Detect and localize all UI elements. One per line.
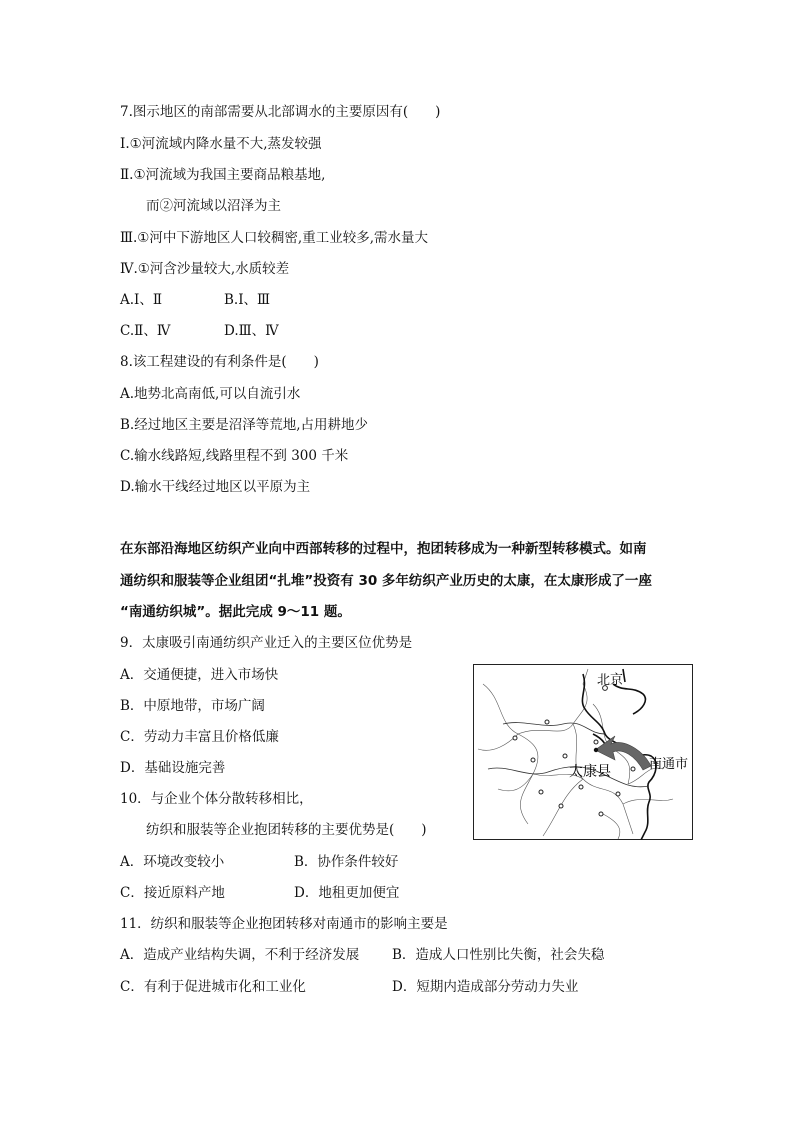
q8-option-d: D.输水干线经过地区以平原为主 bbox=[120, 479, 311, 495]
q7-item-1: Ⅰ.①河流域内降水量不大,蒸发较强 bbox=[120, 136, 322, 152]
q7-option-c: C.Ⅱ、Ⅳ bbox=[120, 323, 171, 339]
q11-option-a: A．造成产业结构失调，不利于经济发展 bbox=[120, 947, 360, 963]
china-east-map bbox=[473, 664, 693, 840]
q11-stem: 11．纺织和服装等企业抱团转移对南通市的影响主要是 bbox=[120, 916, 448, 932]
q9-option-a: A．交通便捷，进入市场快 bbox=[120, 667, 279, 683]
q8-option-b: B.经过地区主要是沼泽等荒地,占用耕地少 bbox=[120, 417, 369, 433]
passage-line-3: “南通纺织城”。据此完成 9～11 题。 bbox=[120, 604, 351, 620]
q8-option-a: A.地势北高南低,可以自流引水 bbox=[120, 386, 301, 402]
label-taikang: 太康县 bbox=[569, 764, 611, 780]
q7-item-3: Ⅲ.①河中下游地区人口较稠密,重工业较多,需水量大 bbox=[120, 230, 428, 246]
label-nantong: 南通市 bbox=[649, 757, 689, 772]
q11-option-b: B．造成人口性别比失衡，社会失稳 bbox=[392, 947, 605, 963]
q10-stem-line-2: 纺织和服装等企业抱团转移的主要优势是( ) bbox=[146, 822, 427, 838]
q7-option-a: A.Ⅰ、Ⅱ bbox=[120, 292, 163, 308]
q11-option-c: C．有利于促进城市化和工业化 bbox=[120, 979, 306, 995]
q10-option-c: C．接近原料产地 bbox=[120, 885, 225, 901]
q8-stem: 8.该工程建设的有利条件是( ) bbox=[120, 354, 319, 370]
q10-option-b: B．协作条件较好 bbox=[294, 854, 399, 870]
q7-item-2-cont: 而②河流域以沼泽为主 bbox=[146, 198, 281, 214]
label-beijing: 北京 bbox=[597, 673, 624, 688]
q7-option-d: D.Ⅲ、Ⅳ bbox=[224, 323, 279, 339]
q7-option-b: B.Ⅰ、Ⅲ bbox=[224, 292, 271, 308]
q10-option-a: A．环境改变较小 bbox=[120, 854, 225, 870]
q7-item-4: Ⅳ.①河含沙量较大,水质较差 bbox=[120, 261, 290, 277]
q10-option-d: D．地租更加便宜 bbox=[294, 885, 400, 901]
q9-option-b: B．中原地带，市场广阔 bbox=[120, 698, 265, 714]
q7-stem: 7.图示地区的南部需要从北部调水的主要原因有( ) bbox=[120, 104, 441, 120]
q9-option-c: C．劳动力丰富且价格低廉 bbox=[120, 729, 279, 745]
passage-line-1: 在东部沿海地区纺织产业向中西部转移的过程中，抱团转移成为一种新型转移模式。如南 bbox=[120, 541, 647, 557]
passage-line-2: 通纺织和服装等企业组团“扎堆”投资有 30 多年纺织产业历史的太康，在太康形成了一座 bbox=[120, 573, 652, 589]
q8-option-c: C.输水线路短,线路里程不到 300 千米 bbox=[120, 448, 349, 464]
q10-stem-line-1: 10．与企业个体分散转移相比， bbox=[120, 791, 313, 807]
q11-option-d: D．短期内造成部分劳动力失业 bbox=[392, 979, 579, 995]
taikang-marker bbox=[594, 748, 598, 752]
q7-item-2: Ⅱ.①河流域为我国主要商品粮基地, bbox=[120, 167, 326, 183]
q9-option-d: D．基础设施完善 bbox=[120, 760, 226, 776]
q9-stem: 9．太康吸引南通纺织产业迁入的主要区位优势是 bbox=[120, 635, 413, 651]
